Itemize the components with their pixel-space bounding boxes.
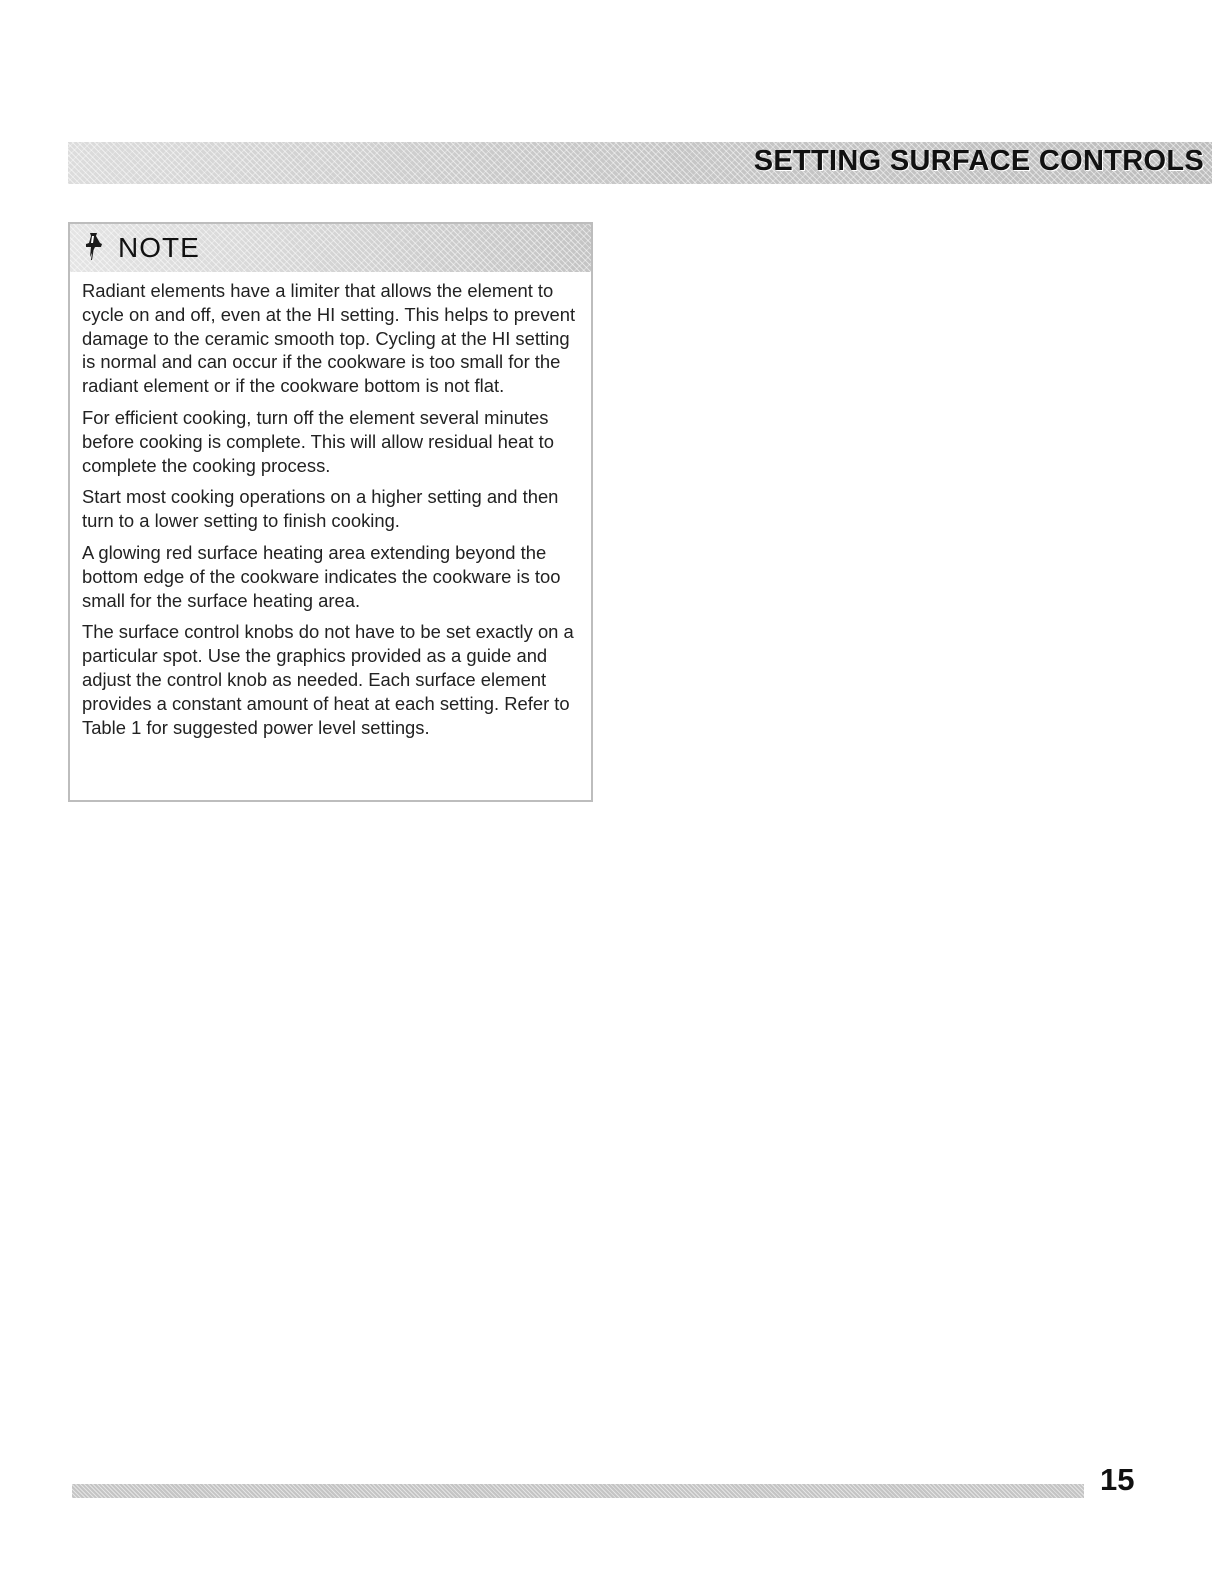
- footer-bar: [72, 1484, 1084, 1498]
- page-number: 15: [1100, 1462, 1135, 1497]
- note-paragraph: A glowing red surface heating area extending beyond the bottom edge of the cookware indicates the cookware is too small for the surface heating area.: [82, 541, 561, 611]
- section-title: SETTING SURFACE CONTROLS: [753, 145, 1204, 177]
- section-header-bar: [68, 142, 1212, 184]
- note-paragraph: Start most cooking operations on a higher setting and then turn to a lower setting to finish cooking.: [82, 486, 559, 532]
- pushpin-icon: [82, 230, 110, 264]
- note-paragraph: For efficient cooking, turn off the element several minutes before cooking is complete. This will allow residual heat to complete the cooking process.: [82, 406, 554, 476]
- note-paragraph: Radiant elements have a limiter that allows the element to cycle on and off, even at the HI setting. This helps to prevent damage to the ceramic smooth top. Cycling at the HI setting is normal and can occur if the cookware is too small for the radiant element or if the cookware bottom is not flat.: [82, 280, 576, 397]
- note-box: [68, 222, 593, 802]
- note-paragraph: The surface control knobs do not have to be set exactly on a particular spot. Use the graphics provided as a guide and adjust the control knob as needed. Each surface element provides a constant amount of heat at each setting. Refer to Table 1 for suggested power level settings.: [82, 621, 574, 738]
- note-header: [70, 224, 591, 272]
- note-title: NOTE: [118, 232, 200, 263]
- note-body: [70, 272, 591, 739]
